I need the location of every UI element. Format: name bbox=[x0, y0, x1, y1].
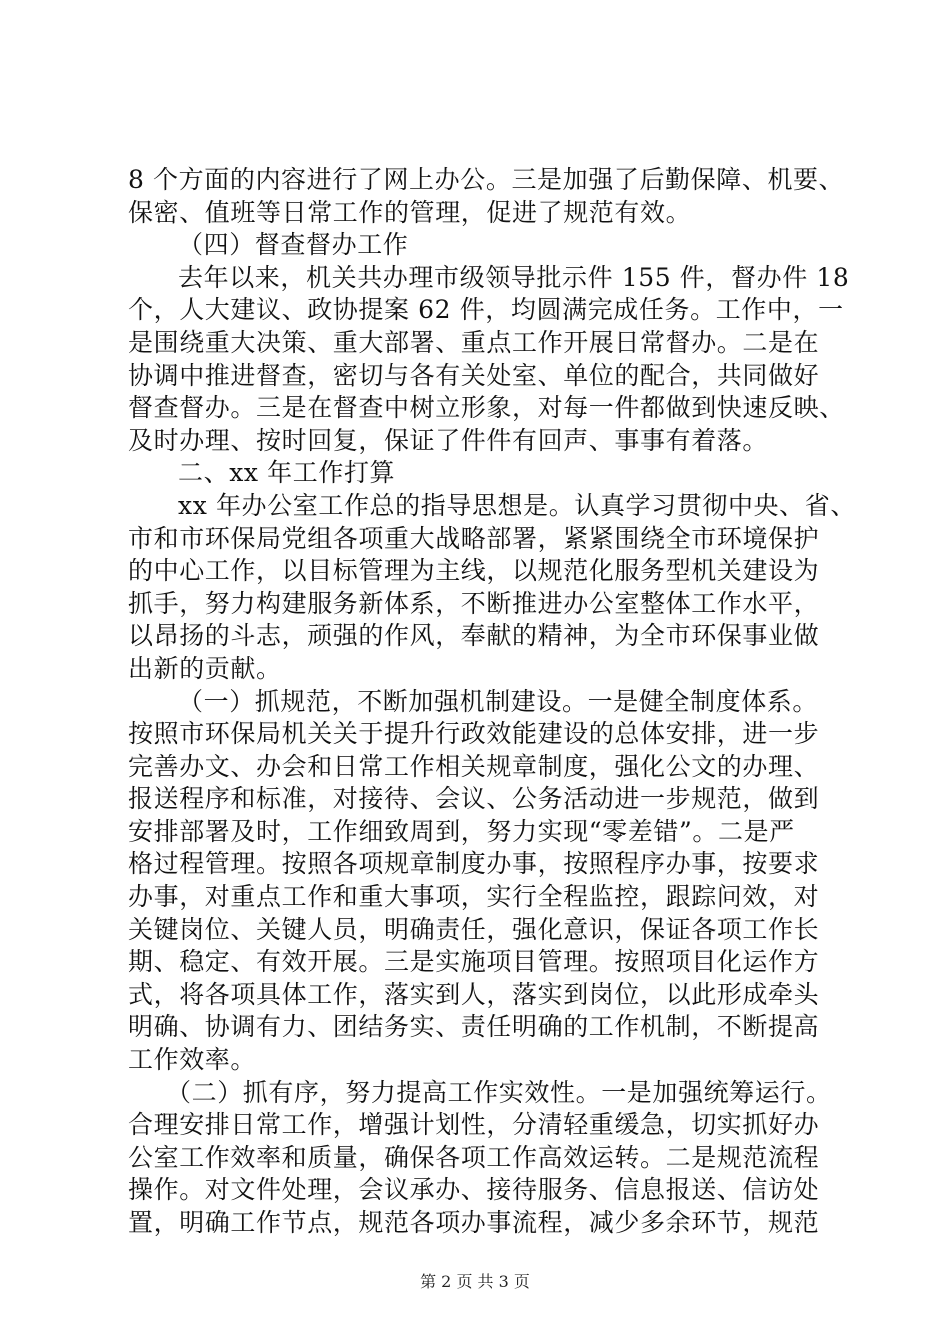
text-line: xx 年办公室工作总的指导思想是。认真学习贯彻中央、省、 bbox=[178, 490, 856, 520]
text-line: 置，明确工作节点，规范各项办事流程，减少多余环节，规范 bbox=[128, 1208, 820, 1237]
text-line: 市和市环保局党组各项重大战略部署，紧紧围绕全市环境保护 bbox=[128, 523, 820, 553]
text-line: 去年以来，机关共办理市级领导批示件 155 件，督办件 18 bbox=[178, 262, 850, 292]
text-line: 式，将各项具体工作，落实到人，落实到岗位，以此形成牵头 bbox=[128, 979, 820, 1009]
text-line: 保密、值班等日常工作的管理，促进了规范有效。 bbox=[128, 197, 692, 227]
text-line: （二）抓有序，努力提高工作实效性。一是加强统筹运行。 bbox=[166, 1077, 832, 1107]
text-line: 督查督办。三是在督查中树立形象，对每一件都做到快速反映、 bbox=[128, 393, 845, 423]
document-body bbox=[128, 164, 856, 1240]
text-line: 及时办理、按时回复，保证了件件有回声、事事有着落。 bbox=[128, 425, 769, 455]
section-heading: （四）督查督办工作 bbox=[178, 230, 409, 260]
text-line: 格过程管理。按照各项规章制度办事，按照程序办事，按要求 bbox=[128, 849, 820, 879]
text-line: 报送程序和标准，对接待、会议、公务活动进一步规范，做到 bbox=[128, 784, 820, 814]
text-line: 是围绕重大决策、重大部署、重点工作开展日常督办。二是在 bbox=[128, 327, 820, 357]
text-line: 操作。对文件处理，会议承办、接待服务、信息报送、信访处 bbox=[128, 1175, 820, 1205]
text-line: 安排部署及时，工作细致周到，努力实现“零差错”。二是严 bbox=[128, 816, 795, 846]
text-line: 工作效率。 bbox=[128, 1045, 257, 1075]
text-line: （一）抓规范，不断加强机制建设。一是健全制度体系。 bbox=[178, 686, 819, 716]
text-line: 明确、协调有力、团结务实、责任明确的工作机制，不断提高 bbox=[128, 1012, 820, 1042]
text-line: 以昂扬的斗志，顽强的作风，奉献的精神，为全市环保事业做 bbox=[128, 621, 820, 651]
text-line: 按照市环保局机关关于提升行政效能建设的总体安排，进一步 bbox=[128, 719, 820, 749]
text-line: 办事，对重点工作和重大事项，实行全程监控，跟踪问效，对 bbox=[128, 882, 820, 912]
text-line: 公室工作效率和质量，确保各项工作高效运转。二是规范流程 bbox=[128, 1142, 820, 1172]
text-line: 出新的贡献。 bbox=[128, 653, 282, 683]
text-line: 完善办文、办会和日常工作相关规章制度，强化公文的办理、 bbox=[128, 751, 820, 781]
text-line: 合理安排日常工作，增强计划性，分清轻重缓急，切实抓好办 bbox=[128, 1110, 820, 1140]
text-line: 8 个方面的内容进行了网上办公。三是加强了后勤保障、机要、 bbox=[128, 165, 845, 194]
section-heading: 二、xx 年工作打算 bbox=[178, 458, 396, 488]
text-line: 的中心工作，以目标管理为主线，以规范化服务型机关建设为 bbox=[128, 556, 820, 586]
text-line: 协调中推进督查，密切与各有关处室、单位的配合，共同做好 bbox=[128, 360, 820, 390]
text-line: 个，人大建议、政协提案 62 件，均圆满完成任务。工作中，一 bbox=[128, 295, 844, 325]
text-line: 抓手，努力构建服务新体系，不断推进办公室整体工作水平， bbox=[128, 588, 820, 618]
page-number: 第 2 页 共 3 页 bbox=[420, 1272, 530, 1291]
text-line: 期、稳定、有效开展。三是实施项目管理。按照项目化运作方 bbox=[128, 947, 820, 977]
text-line: 关键岗位、关键人员，明确责任，强化意识，保证各项工作长 bbox=[128, 914, 820, 944]
